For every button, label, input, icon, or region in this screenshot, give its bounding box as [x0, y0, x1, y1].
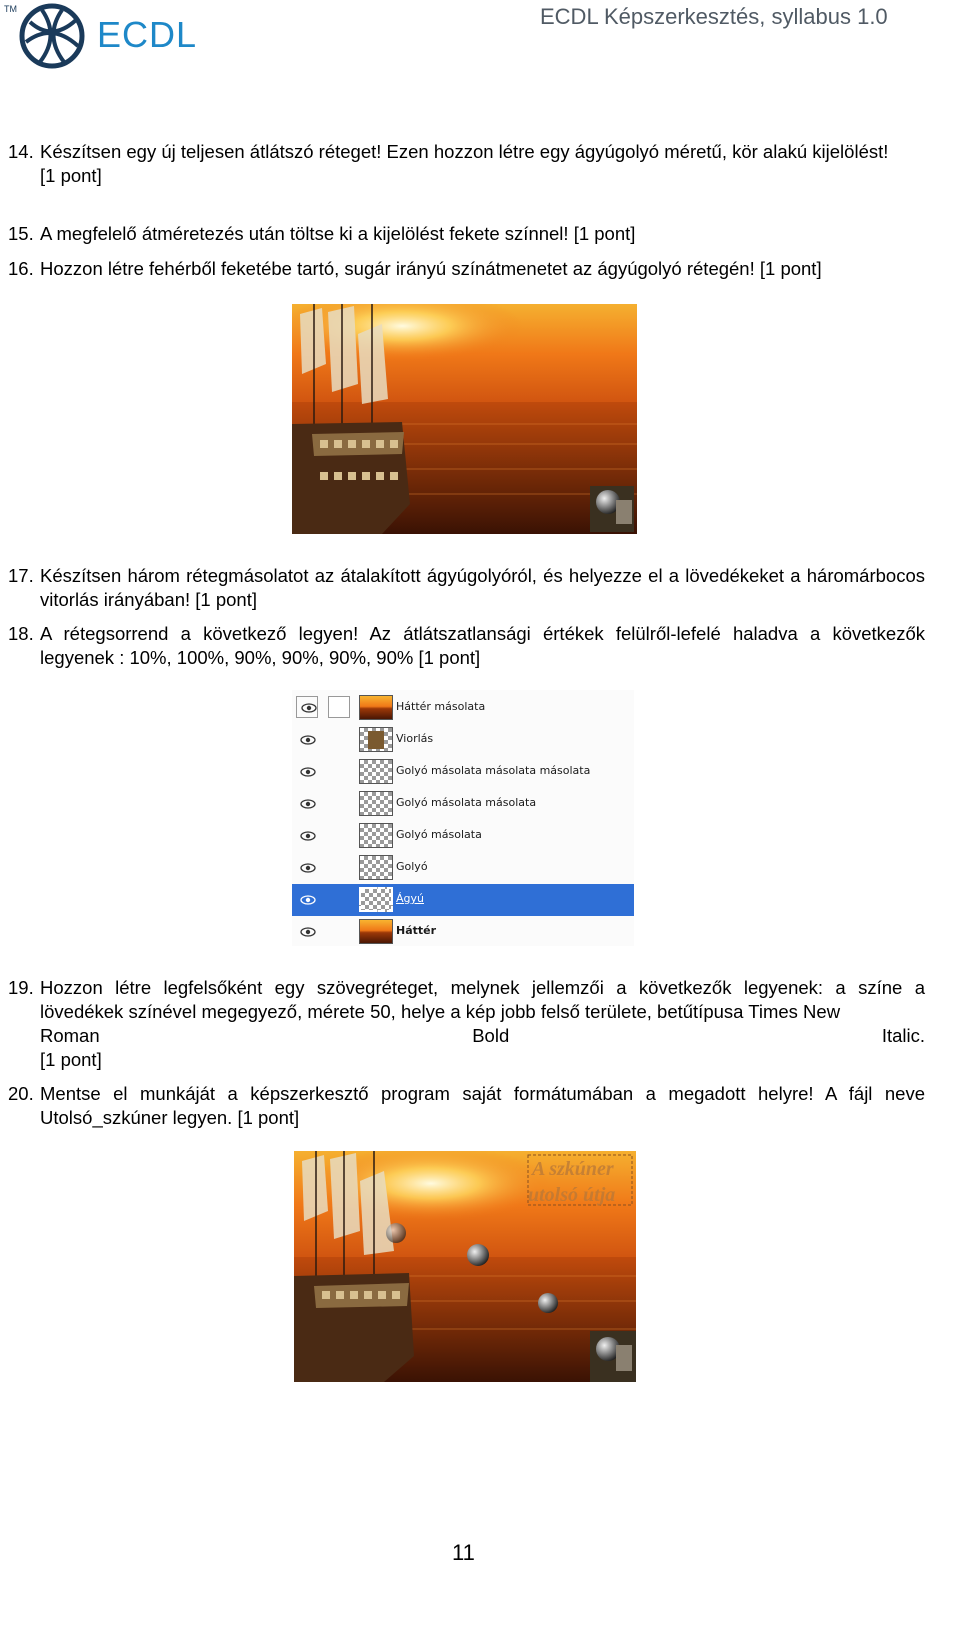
trademark-label: TM: [4, 4, 17, 14]
layer-name: Viorlás: [396, 732, 434, 745]
layers-panel: [292, 690, 634, 946]
item-text-line: Hozzon létre legfelsőként egy szövegréteget, melynek jellemzői a következők legyenek: a színe a lövedékek színével megegyező, mérete 50, helye a kép jobb felső területe, betűtípusa Times New: [40, 977, 925, 1022]
layer-thumbnail: [359, 887, 393, 912]
layer-thumbnail: [359, 727, 393, 752]
eye-icon: [300, 925, 316, 939]
eye-icon: [300, 893, 316, 907]
layer-name: Golyó másolata: [396, 828, 482, 841]
layer-row: [292, 820, 634, 852]
layer-name: Golyó másolata másolata: [396, 796, 537, 809]
item-text: A rétegsorrend a következő legyen! Az átlátszatlansági értékek felülről-lefelé haladva a következők legyenek : 10%, 100%, 90%, 90%, 90%, 90% [1 pont]: [40, 623, 925, 668]
item-text: [40, 976, 925, 1072]
layer-name: Golyó: [396, 860, 428, 873]
header-title: ECDL Képszerkesztés, syllabus 1.0: [540, 4, 888, 29]
task-item-15: [8, 222, 925, 246]
globe-icon: [16, 2, 88, 70]
layer-thumbnail: [359, 919, 393, 944]
item-number: 15.: [8, 223, 34, 244]
layer-thumbnail: [359, 759, 393, 784]
overlay-text-line-1: A szkúner: [532, 1158, 614, 1180]
layer-row: [292, 692, 634, 724]
link-box: [328, 696, 350, 718]
layer-thumbnail: [359, 791, 393, 816]
task-item-18: [8, 622, 925, 670]
layer-row: [292, 852, 634, 884]
item-text: A megfelelő átméretezés után töltse ki a kijelölést fekete színnel! [1 pont]: [40, 223, 636, 244]
page-number: 11: [452, 1540, 475, 1565]
item-number: 16.: [8, 258, 34, 279]
layer-name: Háttér: [396, 924, 437, 937]
item-number: 20.: [8, 1083, 34, 1104]
item-points: [1 pont]: [40, 1049, 102, 1070]
item-points: [1 pont]: [40, 165, 102, 186]
item-text: Mentse el munkáját a képszerkesztő program saját formátumában a megadott helyre! A fájl neve Utolsó_szkúner legyen. [1 pont]: [40, 1083, 925, 1128]
item-text-line: Roman Bold Italic.: [40, 1025, 925, 1046]
task-item-17: [8, 564, 925, 612]
item-text: Készítsen három rétegmásolatot az átalakított ágyúgolyóról, és helyezze el a lövedékeket a háromárbocos vitorlás irányában! [1 pont]: [40, 565, 925, 610]
task-item-16: [8, 257, 925, 281]
item-number: 18.: [8, 623, 34, 644]
item-number: 14.: [8, 141, 34, 162]
layer-row: [292, 724, 634, 756]
item-text: [40, 140, 925, 188]
eye-icon: [300, 829, 316, 843]
eye-icon: [300, 765, 316, 779]
layer-name: Ágyú: [396, 892, 424, 905]
layer-row: [292, 788, 634, 820]
task-item-19: [8, 976, 925, 1072]
layer-thumbnail: [359, 823, 393, 848]
eye-icon: [300, 733, 316, 747]
layer-row: [292, 916, 634, 948]
layer-name: Háttér másolata: [396, 700, 486, 713]
task-item-20: [8, 1082, 925, 1130]
layer-thumbnail: [359, 695, 393, 720]
final-result-image: [294, 1151, 636, 1382]
item-number: 17.: [8, 565, 34, 586]
layer-thumbnail: [359, 855, 393, 880]
ecdl-logo: [2, 0, 207, 72]
layer-name: Golyó másolata másolata másolata: [396, 764, 591, 777]
layer-row-selected: [292, 884, 634, 916]
layer-row: [292, 756, 634, 788]
eye-icon: [300, 861, 316, 875]
item-number: 19.: [8, 977, 34, 998]
overlay-text-line-2: utolsó útja: [528, 1184, 616, 1206]
eye-icon: [301, 701, 317, 715]
logo-text: ECDL: [97, 14, 198, 55]
item-text: Hozzon létre fehérből feketébe tartó, sugár irányú színátmenetet az ágyúgolyó rétegén! [1 pont]: [40, 258, 822, 279]
eye-icon: [300, 797, 316, 811]
item-text-line: Készítsen egy új teljesen átlátszó réteget! Ezen hozzon létre egy ágyúgolyó méretű, kör alakú kijelölést!: [40, 141, 889, 162]
ship-sunset-image: [292, 304, 637, 534]
task-item-14: [8, 140, 925, 188]
